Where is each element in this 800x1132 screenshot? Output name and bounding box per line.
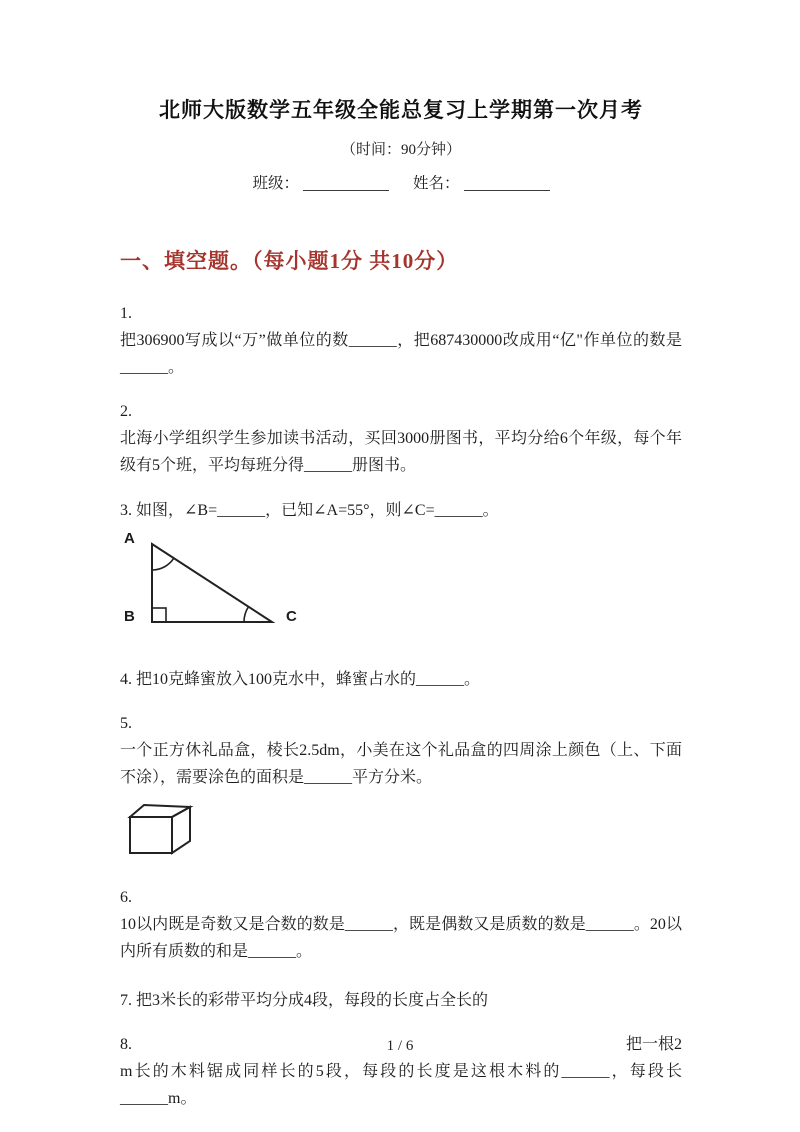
name-blank-line bbox=[464, 175, 550, 192]
time-note: （时间：90分钟） bbox=[340, 142, 461, 158]
triangle-drawing-icon bbox=[120, 532, 360, 642]
question-4 bbox=[120, 666, 682, 693]
vertex-a-label: A bbox=[124, 530, 135, 547]
question-2-text: 北海小学组织学生参加读书活动，买回3000册图书，平均分给6个年级，每个年级有5个班，平均每班分得______册图书。 bbox=[120, 430, 682, 474]
vertex-c-label: C bbox=[286, 608, 297, 625]
question-1-text: 把306900写成以“万”做单位的数______，把687430000改成用“亿"作单位的数是______。 bbox=[120, 332, 682, 376]
cube-drawing-icon bbox=[126, 801, 210, 859]
question-5-text: 一个正方休礼品盒，棱长2.5dm，小美在这个礼品盒的四周涂上颜色（上、下面不涂），需要涂色的面积是______平方分米。 bbox=[120, 742, 682, 786]
class-blank-line bbox=[303, 175, 389, 192]
question-4-text: 4. 把10克蜂蜜放入100克水中，蜂蜜占水的______。 bbox=[120, 671, 481, 688]
question-7 bbox=[120, 987, 682, 1014]
question-6-number: 6. bbox=[120, 889, 132, 906]
question-7-text: 7. 把3米长的彩带平均分成4段，每段的长度占全长的 bbox=[120, 992, 489, 1009]
question-2-number: 2. bbox=[120, 403, 132, 420]
class-label: 班级： bbox=[252, 175, 299, 192]
question-5-number: 5. bbox=[120, 715, 132, 732]
question-8-number: 8. bbox=[120, 1036, 132, 1053]
question-6 bbox=[120, 885, 682, 965]
question-8-line-fragment: 把一根2 bbox=[625, 1036, 682, 1053]
vertex-b-label: B bbox=[124, 608, 135, 625]
question-2 bbox=[120, 399, 682, 479]
question-3-text: 3. 如图，∠B=______，已知∠A=55°，则∠C=______。 bbox=[120, 502, 499, 519]
page-number: 1 / 6 bbox=[386, 1038, 414, 1054]
question-6-text: 10以内既是奇数又是合数的数是______，既是偶数又是质数的数是______。20以内所有质数的和是______。 bbox=[120, 916, 682, 960]
name-label: 姓名： bbox=[413, 175, 460, 192]
section-heading: 一、填空题。（每小题1分 共10分） bbox=[120, 249, 459, 273]
page-title: 北师大版数学五年级全能总复习上学期第一次月考 bbox=[159, 98, 643, 122]
student-info-row bbox=[120, 171, 682, 193]
cube-figure bbox=[126, 801, 210, 859]
question-1-number: 1. bbox=[120, 305, 132, 322]
question-3 bbox=[120, 497, 682, 642]
question-5 bbox=[120, 711, 682, 859]
question-8-text: m长的木料锯成同样长的5段，每段的长度是这根木料的______，每段长______m。 bbox=[120, 1063, 682, 1107]
triangle-figure bbox=[120, 532, 360, 642]
question-1 bbox=[120, 301, 682, 381]
